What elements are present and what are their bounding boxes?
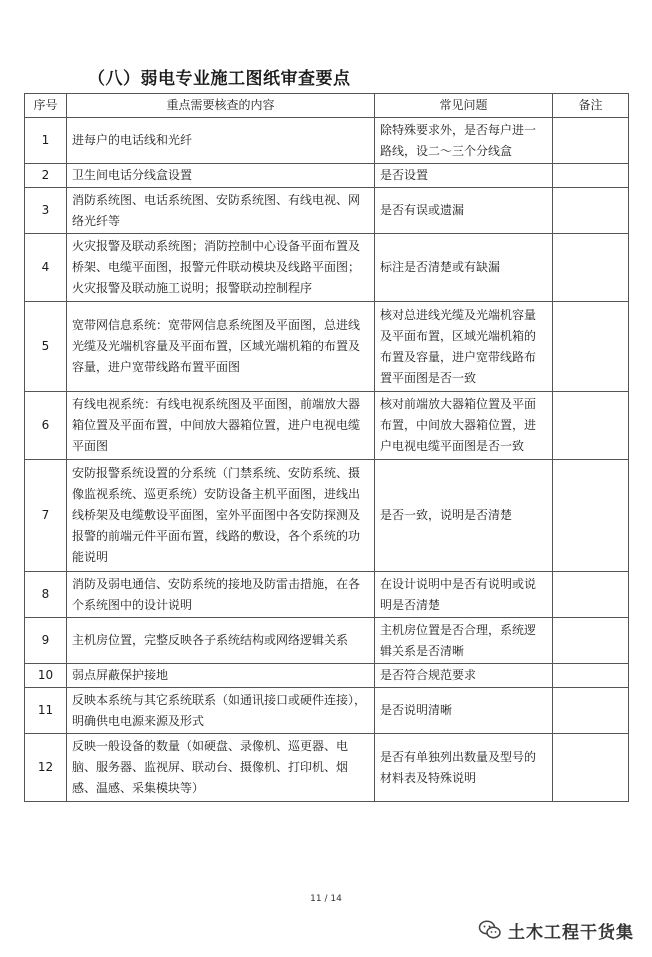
row-number: 7 [25, 460, 67, 572]
row-issue: 是否设置 [375, 164, 553, 188]
row-note [553, 118, 629, 164]
row-content: 安防报警系统设置的分系统（门禁系统、安防系统、摄像监视系统、巡更系统）安防设备主机平面图，进线出线桥架及电缆敷设平面图，室外平面图中各安防探测及报警的前端元件平面布置，线路的敷设，各个系统的功能说明 [67, 460, 375, 572]
row-number: 3 [25, 188, 67, 234]
watermark-text: 土木工程干货集 [508, 922, 634, 943]
row-issue: 是否一致，说明是否清楚 [375, 460, 553, 572]
header-note: 备注 [553, 94, 629, 118]
row-content: 火灾报警及联动系统图；消防控制中心设备平面布置及桥架、电缆平面图，报警元件联动模块及线路平面图；火灾报警及联动施工说明；报警联动控制程序 [67, 234, 375, 302]
row-issue: 是否符合规范要求 [375, 664, 553, 688]
page-number: 11 / 14 [310, 894, 342, 904]
row-note [553, 618, 629, 664]
row-content: 反映本系统与其它系统联系（如通讯接口或硬件连接），明确供电电源来源及形式 [67, 688, 375, 734]
table-row [25, 188, 629, 234]
table-row [25, 118, 629, 164]
table-row [25, 618, 629, 664]
row-number: 2 [25, 164, 67, 188]
table-row [25, 664, 629, 688]
row-content: 进每户的电话线和光纤 [67, 118, 375, 164]
row-content: 消防及弱电通信、安防系统的接地及防雷击措施，在各个系统图中的设计说明 [67, 572, 375, 618]
row-number: 1 [25, 118, 67, 164]
row-issue: 核对总进线光缆及光端机容量及平面布置，区域光端机箱的布置及容量，进户宽带线路布置平面图是否一致 [375, 302, 553, 392]
row-issue: 除特殊要求外，是否每户进一路线，设二～三个分线盒 [375, 118, 553, 164]
review-table [24, 93, 629, 802]
row-number: 11 [25, 688, 67, 734]
section-title: （八）弱电专业施工图纸审查要点 [88, 69, 351, 89]
row-number: 5 [25, 302, 67, 392]
row-number: 9 [25, 618, 67, 664]
table-row [25, 302, 629, 392]
table-row [25, 572, 629, 618]
table-row [25, 392, 629, 460]
watermark [478, 918, 634, 942]
row-note [553, 392, 629, 460]
row-note [553, 188, 629, 234]
row-issue: 是否有误或遗漏 [375, 188, 553, 234]
row-issue: 是否说明清晰 [375, 688, 553, 734]
row-note [553, 460, 629, 572]
table-row [25, 460, 629, 572]
header-content: 重点需要核查的内容 [67, 94, 375, 118]
row-issue: 在设计说明中是否有说明或说明是否清楚 [375, 572, 553, 618]
row-issue: 标注是否清楚或有缺漏 [375, 234, 553, 302]
row-content: 宽带网信息系统：宽带网信息系统图及平面图，总进线光缆及光端机容量及平面布置，区域光端机箱的布置及容量，进户宽带线路布置平面图 [67, 302, 375, 392]
row-content: 弱点屏蔽保护接地 [67, 664, 375, 688]
wechat-icon [478, 919, 502, 941]
row-note [553, 302, 629, 392]
row-note [553, 734, 629, 802]
table-row [25, 164, 629, 188]
table-row [25, 734, 629, 802]
row-content: 主机房位置，完整反映各子系统结构或网络逻辑关系 [67, 618, 375, 664]
header-issue: 常见问题 [375, 94, 553, 118]
row-note [553, 164, 629, 188]
row-issue: 是否有单独列出数量及型号的材料表及特殊说明 [375, 734, 553, 802]
row-note [553, 688, 629, 734]
row-note [553, 572, 629, 618]
row-number: 8 [25, 572, 67, 618]
row-note [553, 234, 629, 302]
table-row [25, 234, 629, 302]
row-number: 4 [25, 234, 67, 302]
row-content: 反映一般设备的数量（如硬盘、录像机、巡更器、电脑、服务器、监视屏、联动台、摄像机、打印机、烟感、温感、采集模块等） [67, 734, 375, 802]
row-issue: 核对前端放大器箱位置及平面布置，中间放大器箱位置，进户电视电缆平面图是否一致 [375, 392, 553, 460]
table-header-row [25, 94, 629, 118]
header-no: 序号 [25, 94, 67, 118]
row-issue: 主机房位置是否合理，系统逻辑关系是否清晰 [375, 618, 553, 664]
row-number: 10 [25, 664, 67, 688]
row-content: 有线电视系统：有线电视系统图及平面图，前端放大器箱位置及平面布置，中间放大器箱位置，进户电视电缆平面图 [67, 392, 375, 460]
row-content: 卫生间电话分线盒设置 [67, 164, 375, 188]
row-number: 12 [25, 734, 67, 802]
row-content: 消防系统图、电话系统图、安防系统图、有线电视、网络光纤等 [67, 188, 375, 234]
table-row [25, 688, 629, 734]
row-note [553, 664, 629, 688]
row-number: 6 [25, 392, 67, 460]
